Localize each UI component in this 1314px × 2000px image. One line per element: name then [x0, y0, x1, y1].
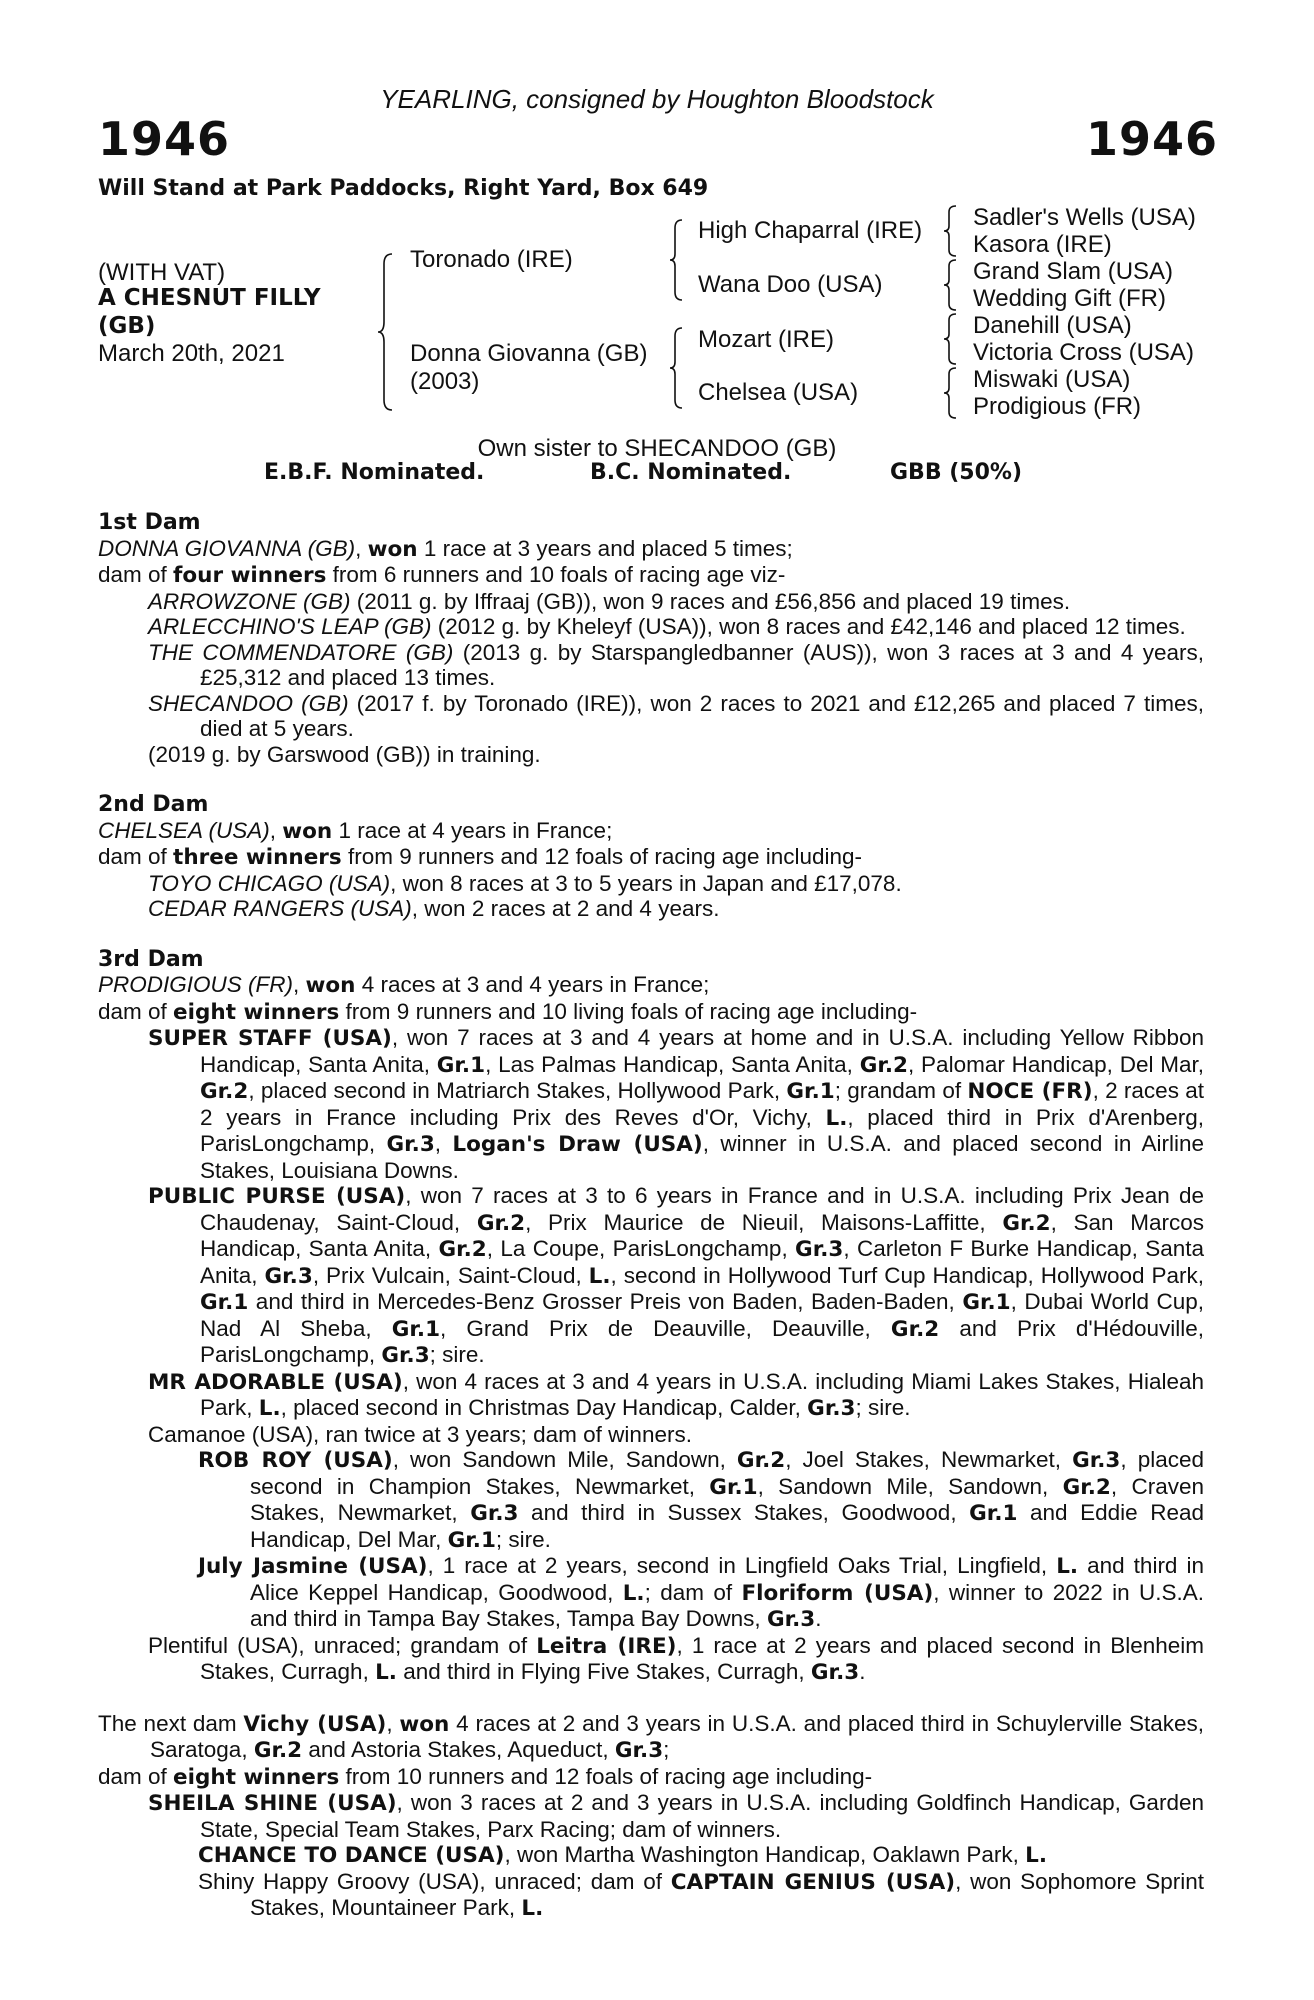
produce-entry-shiny-happy-groovy — [98, 1869, 1204, 1922]
text: , won 8 races at 3 to 5 years in Japan and £17,078. — [390, 870, 902, 896]
grade-label: Gr.2 — [890, 1316, 940, 1342]
listed-label: L. — [1056, 1554, 1079, 1579]
text: (2019 g. by Garswood (GB)) in training. — [148, 741, 541, 767]
third-dam-heading: 3rd Dam — [98, 946, 204, 972]
produce-entry — [98, 871, 1204, 897]
grade-label: Gr.1 — [200, 1290, 249, 1315]
granddam-line-name: Prodigious (FR) — [973, 393, 1142, 420]
text: Camanoe (USA), ran twice at 3 years; dam of winners. — [148, 1421, 692, 1447]
granddam-line-name: Wedding Gift (FR) — [973, 285, 1166, 312]
produce-name: SHEILA SHINE (USA) — [148, 1791, 397, 1816]
text: ; — [663, 1737, 670, 1762]
text: Shiny Happy Groovy (USA), unraced; dam of — [198, 1868, 671, 1894]
text: , Las Palmas Handicap, Santa Anita, — [485, 1051, 860, 1077]
text: , 1 race at 2 years, second in Lingfield Oaks Trial, Lingfield, — [427, 1553, 1057, 1578]
grade-label: Gr.1 — [962, 1290, 1011, 1315]
text: (2017 f. by Toronado (IRE)), won 2 races to 2021 and £12,265 and placed 7 times, died at 5 years. — [200, 690, 1205, 741]
grade-label: Gr.2 — [1002, 1210, 1051, 1236]
grade-label: Gr.2 — [859, 1052, 909, 1078]
pedigree-bracket — [670, 218, 686, 302]
text: , won Sophomore Sprint Stakes, Mountaineer Park, — [250, 1868, 1205, 1920]
listed-label: L. — [1025, 1843, 1047, 1868]
grade-label: Gr.3 — [766, 1607, 816, 1632]
text: . — [815, 1606, 822, 1631]
grade-label: Gr.2 — [476, 1210, 526, 1236]
produce-entry-july-jasmine — [98, 1553, 1204, 1633]
text: from 10 runners and 12 foals of racing age including- — [339, 1763, 873, 1789]
produce-entry — [98, 691, 1204, 742]
text: , placed third in Prix d'Arenberg, ParisLongchamp, — [200, 1104, 1204, 1156]
text: (2011 g. by Iffraaj (GB)), won 9 races and £56,856 and placed 19 times. — [350, 588, 1071, 614]
grade-label: Gr.3 — [1072, 1448, 1121, 1473]
produce-name: MR ADORABLE (USA) — [148, 1369, 403, 1395]
dam-dam-name: Chelsea (USA) — [698, 379, 859, 406]
text: , won 7 races at 3 to 6 years in France and in U.S.A. including Prix Jean de Chaudenay, Saint-Cloud, — [200, 1183, 1204, 1235]
second-dam-heading: 2nd Dam — [98, 792, 209, 817]
next-dam-produce-summary — [98, 1764, 1204, 1791]
grade-label: Gr.1 — [786, 1079, 835, 1104]
text: , 1 race at 2 years and placed second in Blenheim Stakes, Curragh, — [200, 1632, 1205, 1684]
grade-label: Gr.1 — [969, 1501, 1018, 1526]
text: , 2 races at 2 years in France including Prix des Reves d'Or, Vichy, — [200, 1078, 1205, 1130]
produce-name: SHECANDOO (GB) — [148, 690, 349, 716]
sire-dam-name: Wana Doo (USA) — [698, 271, 883, 298]
text: , Palomar Handicap, Del Mar, — [908, 1051, 1204, 1077]
grade-label: Gr.3 — [795, 1237, 844, 1262]
grade-label: Gr.1 — [391, 1316, 441, 1342]
text: , placed second in Matriarch Stakes, Hollywood Park, — [248, 1078, 787, 1103]
grade-label: Gr.2 — [736, 1448, 786, 1473]
grade-label: Gr.3 — [807, 1396, 856, 1421]
winners-count: eight winners — [173, 999, 340, 1025]
text: dam of — [98, 844, 174, 869]
first-dam-record: DONNA GIOVANNA (GB), won 1 race at 3 years and placed 5 times; — [98, 535, 793, 562]
produce-name: ARROWZONE (GB) — [148, 588, 351, 614]
text: ; sire. — [855, 1395, 911, 1420]
produce-entry-camanoe — [98, 1422, 1204, 1448]
granddam-line-name: Grand Slam (USA) — [973, 258, 1174, 285]
text: Plentiful (USA), unraced; grandam of — [148, 1632, 537, 1658]
text: , Craven Stakes, Newmarket, — [250, 1473, 1204, 1525]
text: , Prix Maurice de Nieuil, Maisons-Laffitte, — [525, 1209, 1003, 1235]
grade-label: Gr.3 — [381, 1343, 430, 1368]
text: from 9 runners and 10 living foals of racing age including- — [339, 998, 918, 1024]
text: from 6 runners and 10 foals of racing age viz- — [326, 562, 786, 587]
text: and Prix d'Hédouville, ParisLongchamp, — [200, 1315, 1205, 1367]
produce-name: CEDAR RANGERS (USA) — [148, 896, 412, 921]
text: , won 7 races at 3 and 4 years at home and in U.S.A. including Yellow Ribbon Handicap, Santa Anita, — [200, 1025, 1204, 1077]
listed-label: L. — [588, 1263, 611, 1289]
grade-label: Gr.2 — [438, 1237, 487, 1262]
horse-name: NOCE (FR) — [967, 1079, 1093, 1104]
grade-label: Gr.2 — [253, 1738, 303, 1763]
winners-count: four winners — [173, 563, 327, 588]
produce-name: SUPER STAFF (USA) — [148, 1026, 392, 1051]
dam-name: Donna Giovanna (GB) — [410, 340, 648, 367]
text: and third in Alice Keppel Handicap, Goodwood, — [250, 1553, 1204, 1605]
granddam-line-name: Miswaki (USA) — [973, 366, 1131, 393]
text: , winner to 2022 in U.S.A. and third in Tampa Bay Stakes, Tampa Bay Downs, — [250, 1579, 1205, 1631]
subject-name-country: (GB) — [98, 313, 156, 339]
listed-label: L. — [521, 1896, 544, 1921]
text: , — [434, 1131, 453, 1156]
first-dam-produce-summary — [98, 562, 1204, 589]
text: , won 2 races at 2 and 4 years. — [411, 896, 720, 921]
third-dam-name: PRODIGIOUS (FR) — [98, 972, 293, 997]
pedigree-bracket — [944, 312, 958, 366]
subject-foaling-date: March 20th, 2021 — [98, 340, 285, 367]
text: , won 3 races at 2 and 3 years in U.S.A. including Goldfinch Handicap, Garden State, Special Team Stakes, Parx Racing; dam of winners. — [200, 1790, 1204, 1842]
produce-name: ARLECCHINO'S LEAP (GB) — [148, 614, 432, 639]
won-label: won — [367, 536, 418, 562]
produce-entry — [98, 640, 1204, 691]
text: , San Marcos Handicap, Santa Anita, — [200, 1209, 1204, 1261]
pedigree-bracket — [944, 204, 958, 258]
third-dam-produce-summary — [98, 999, 1204, 1026]
text: , second in Hollywood Turf Cup Handicap, Hollywood Park, — [610, 1262, 1204, 1288]
text: 4 races at 3 and 4 years in France; — [355, 972, 710, 997]
next-dam-record: The next dam Vichy (USA), won 4 races at 2 and 3 years in U.S.A. and placed third in Schuylerville Stakes, Saratoga, Gr.2 and Astoria Stakes, Aqueduct, Gr.3; — [98, 1710, 1204, 1763]
dam-foaled-year: (2003) — [410, 368, 480, 395]
dam-sire-name: Mozart (IRE) — [698, 326, 835, 353]
listed-label: L. — [622, 1580, 645, 1606]
produce-entry-sheila-shine — [98, 1790, 1204, 1842]
produce-name: THE COMMENDATORE (GB) — [148, 639, 454, 665]
grade-label: Gr.3 — [810, 1660, 860, 1685]
grade-label: Gr.3 — [386, 1132, 435, 1157]
text: dam of — [98, 562, 174, 587]
pedigree-bracket — [378, 252, 398, 412]
gbb-nomination: GBB (50%) — [890, 460, 1023, 485]
lot-number-left: 1946 — [98, 112, 231, 166]
record-text: 1 race at 3 years and placed 5 times; — [417, 535, 793, 561]
third-dam-record: PRODIGIOUS (FR), won 4 races at 3 and 4 years in France; — [98, 972, 710, 998]
produce-record — [98, 510, 1204, 1922]
grade-label: Gr.1 — [447, 1527, 496, 1553]
consignor-line: YEARLING, consigned by Houghton Bloodstock — [380, 84, 934, 114]
text: 4 races at 2 and 3 years in U.S.A. and placed third in Schuylerville Stakes, Saratoga, — [150, 1710, 1204, 1762]
produce-name: PUBLIC PURSE (USA) — [148, 1184, 406, 1209]
listed-label: L. — [825, 1105, 848, 1131]
text: , placed second in Christmas Day Handicap, Calder, — [280, 1395, 808, 1420]
text: and third in Mercedes-Benz Grosser Preis von Baden, Baden-Baden, — [248, 1289, 963, 1314]
subject-name: A CHESNUT FILLY — [98, 285, 321, 311]
ebf-nomination: E.B.F. Nominated. — [264, 460, 485, 485]
produce-entry-mr-adorable — [98, 1369, 1204, 1422]
horse-name: Logan's Draw (USA) — [452, 1132, 703, 1157]
produce-entry — [98, 742, 1204, 768]
text: from 9 runners and 12 foals of racing age including- — [341, 844, 863, 869]
won-label: won — [305, 973, 356, 998]
text: . — [859, 1659, 866, 1684]
text: (2012 g. by Kheleyf (USA)), won 8 races and £42,146 and placed 12 times. — [431, 614, 1186, 639]
produce-entry-plentiful — [98, 1633, 1204, 1686]
pedigree-bracket — [944, 366, 958, 420]
text: and Astoria Stakes, Aqueduct, — [302, 1737, 615, 1762]
produce-name: TOYO CHICAGO (USA) — [148, 870, 391, 896]
text: and third in Flying Five Stakes, Curragh, — [396, 1659, 811, 1684]
text: , Dubai World Cup, Nad Al Sheba, — [200, 1289, 1204, 1341]
granddam-line-name: Victoria Cross (USA) — [973, 339, 1194, 366]
grade-label: Gr.2 — [200, 1079, 249, 1104]
text: The next dam — [98, 1710, 244, 1736]
text: (2013 g. by Starspangledbanner (AUS)), won 3 races at 3 and 4 years, £25,312 and placed 13 times. — [200, 639, 1204, 690]
second-dam-produce-summary — [98, 844, 1204, 871]
granddam-line-name: Sadler's Wells (USA) — [973, 204, 1196, 231]
winners-count: three winners — [173, 845, 342, 870]
produce-name: July Jasmine (USA) — [198, 1554, 428, 1579]
produce-entry-super-staff — [98, 1025, 1204, 1183]
own-sister-note: Own sister to SHECANDOO (GB) — [477, 435, 837, 462]
text: dam of — [98, 1763, 174, 1789]
horse-name: CAPTAIN GENIUS (USA) — [670, 1869, 956, 1895]
lot-number-right: 1946 — [1086, 112, 1219, 166]
horse-name: Floriform (USA) — [741, 1580, 934, 1606]
grade-label: Gr.3 — [614, 1738, 664, 1763]
won-label: won — [282, 818, 333, 844]
text: ; sire. — [495, 1526, 551, 1552]
listed-label: L. — [375, 1660, 397, 1685]
produce-entry — [98, 589, 1204, 615]
text: dam of — [98, 998, 174, 1024]
text: , La Coupe, ParisLongchamp, — [486, 1236, 796, 1261]
bc-nomination: B.C. Nominated. — [590, 460, 792, 485]
text: , Carleton F Burke Handicap, Santa Anita, — [200, 1236, 1204, 1288]
stabling-line: Will Stand at Park Paddocks, Right Yard, Box 649 — [98, 176, 709, 201]
text: , placed second in Champion Stakes, Newmarket, — [250, 1447, 1205, 1499]
winners-count: eight winners — [173, 1764, 340, 1790]
produce-entry-public-purse — [98, 1183, 1204, 1369]
pedigree-bracket — [944, 258, 958, 312]
produce-entry-chance-to-dance — [98, 1842, 1204, 1869]
granddam-line-name: Danehill (USA) — [973, 312, 1132, 339]
text: , Prix Vulcain, Saint-Cloud, — [312, 1262, 589, 1288]
granddam-line-name: Kasora (IRE) — [973, 231, 1112, 258]
grade-label: Gr.1 — [436, 1052, 486, 1078]
grade-label: Gr.3 — [470, 1501, 519, 1526]
pedigree-bracket — [670, 326, 686, 410]
grade-label: Gr.2 — [1062, 1474, 1111, 1500]
text: , Joel Stakes, Newmarket, — [785, 1447, 1073, 1472]
text: , won 4 races at 3 and 4 years in U.S.A. including Miami Lakes Stakes, Hialeah Park, — [200, 1368, 1204, 1420]
first-dam-name: DONNA GIOVANNA (GB) — [98, 535, 356, 561]
vat-note: (WITH VAT) — [98, 259, 226, 286]
text: 1 race at 4 years in France; — [332, 817, 613, 843]
text: , won Martha Washington Handicap, Oaklawn Park, — [504, 1842, 1026, 1867]
text: , Sandown Mile, Sandown, — [757, 1473, 1063, 1499]
next-dam-name: Vichy (USA) — [243, 1711, 387, 1737]
text: ; dam of — [644, 1579, 742, 1605]
text: and third in Sussex Stakes, Goodwood, — [518, 1500, 970, 1525]
sire-sire-name: High Chaparral (IRE) — [698, 217, 923, 244]
text: , winner in U.S.A. and placed second in Airline Stakes, Louisiana Downs. — [200, 1131, 1204, 1183]
sire-name: Toronado (IRE) — [410, 246, 573, 273]
produce-entry — [98, 896, 1204, 922]
second-dam-name: CHELSEA (USA) — [98, 817, 270, 843]
text: ; sire. — [429, 1342, 485, 1367]
text: ; grandam of — [834, 1078, 968, 1103]
horse-name: Leitra (IRE) — [536, 1633, 677, 1659]
listed-label: L. — [258, 1396, 281, 1421]
produce-entry — [98, 614, 1204, 640]
produce-name: CHANCE TO DANCE (USA) — [198, 1843, 505, 1868]
won-label: won — [399, 1711, 450, 1737]
second-dam-record: CHELSEA (USA), won 1 race at 4 years in France; — [98, 817, 613, 844]
first-dam-heading: 1st Dam — [98, 510, 201, 535]
grade-label: Gr.3 — [264, 1263, 313, 1289]
text: , won Sandown Mile, Sandown, — [392, 1447, 737, 1472]
produce-name: ROB ROY (USA) — [198, 1448, 393, 1473]
grade-label: Gr.1 — [709, 1474, 758, 1500]
text: and Eddie Read Handicap, Del Mar, — [250, 1500, 1205, 1552]
text: , Grand Prix de Deauville, Deauville, — [440, 1315, 891, 1341]
produce-entry-rob-roy — [98, 1447, 1204, 1553]
